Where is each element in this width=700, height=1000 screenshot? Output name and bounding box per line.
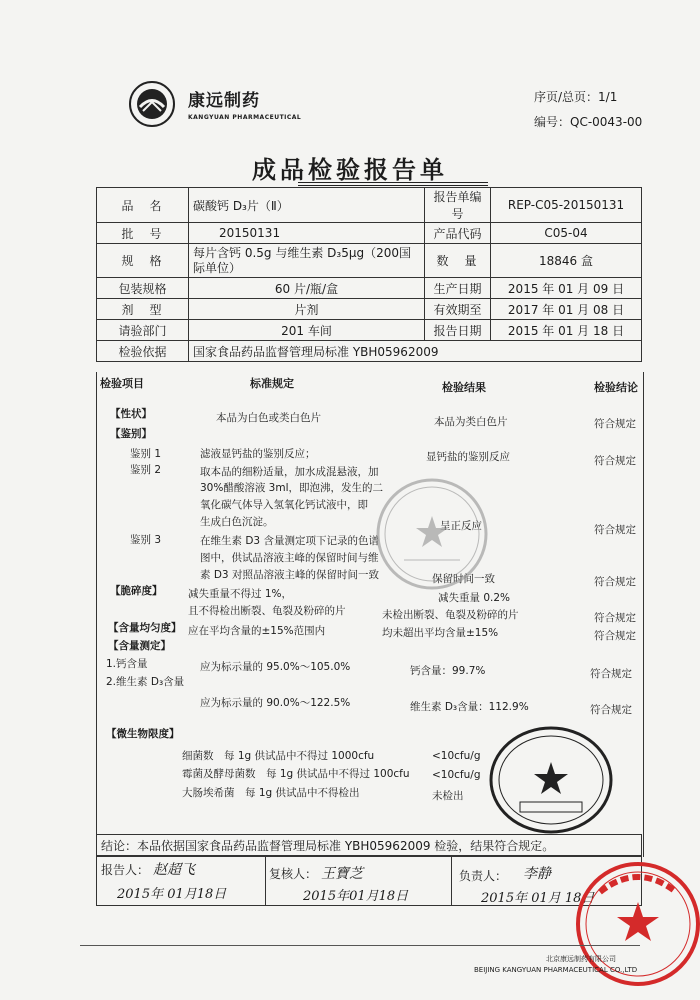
dept: 201 车间	[189, 320, 425, 341]
company-name-en: KANGYUAN PHARMACEUTICAL	[188, 114, 302, 121]
footer-company-cn: 北京康远制药有限公司	[546, 955, 616, 963]
batch: 20150131	[189, 223, 425, 244]
company-name: 康远制药	[188, 91, 260, 111]
table-row	[97, 244, 642, 278]
appearance-title: 【性状】	[110, 408, 152, 420]
uniformity-title: 【含量均匀度】	[108, 622, 182, 634]
id3-standard-3: 素 D3 对照品溶液主峰的保留时间一致	[200, 569, 379, 581]
table-row	[97, 341, 642, 362]
qa-stamp-gray	[374, 476, 490, 592]
col-header-item: 检验项目	[100, 377, 144, 390]
assay1-conclusion: 符合规定	[590, 668, 632, 680]
microbe3-standard: 大肠埃希菌 每 1g 供试品中不得检出	[182, 787, 360, 799]
identify-title: 【鉴别】	[110, 428, 152, 440]
responsible-signature: 李静	[523, 866, 551, 882]
microbe-title: 【微生物限度】	[106, 728, 180, 740]
product-code-label: 产品代码	[425, 223, 491, 244]
dept-label: 请验部门	[97, 320, 189, 341]
id3-result: 保留时间一致	[432, 573, 495, 585]
quantity: 18846 盒	[491, 244, 642, 278]
signature-divider	[265, 857, 266, 905]
col-header-conclusion: 检验结论	[594, 381, 638, 394]
report-date-label: 报告日期	[425, 320, 491, 341]
assay1-result: 钙含量：99.7%	[410, 665, 486, 677]
footer-divider	[80, 945, 640, 946]
spec: 每片含钙 0.5g 与维生素 D₃5μg（200国际单位）	[189, 244, 425, 278]
reporter-date: 2015年 01月18日	[117, 887, 227, 902]
company-logo-icon	[128, 80, 176, 128]
footer-company-en: BEIJING KANGYUAN PHARMACEUTICAL CO.,LTD	[474, 966, 638, 974]
table-row	[97, 278, 642, 299]
report-no: REP-C05-20150131	[491, 188, 642, 223]
microbe2-result: <10cfu/g	[432, 769, 481, 781]
id2-standard-4: 生成白色沉淀。	[200, 516, 274, 528]
appearance-result: 本品为类白色片	[434, 416, 508, 428]
friability-result-1: 减失重量 0.2%	[438, 592, 511, 604]
microbe3-result: 未检出	[432, 790, 464, 802]
id1-standard: 滤液显钙盐的鉴别反应；	[200, 448, 316, 460]
basis: 国家食品药品监督管理局标准 YBH05962009	[189, 341, 642, 362]
page-info: 序页/总页：1/1	[534, 90, 618, 104]
expiry-label: 有效期至	[425, 299, 491, 320]
conclusion-text: 结论：本品依据国家食品药品监督管理局标准 YBH05962009 检验，结果符合规定。	[96, 834, 642, 856]
uniformity-standard: 应在平均含量的±15%范围内	[188, 625, 326, 637]
title-underline-2	[298, 185, 488, 186]
spec-label: 规 格	[97, 244, 189, 278]
col-header-standard: 标准规定	[250, 377, 294, 390]
quantity-label: 数 量	[425, 244, 491, 278]
page-title: 成品检验报告单	[252, 156, 448, 184]
responsible-date: 2015年 01月 18日	[481, 891, 595, 906]
microbe2-standard: 霉菌及酵母菌数 每 1g 供试品中不得过 100cfu	[182, 768, 410, 780]
product-name: 碳酸钙 D₃片（Ⅱ）	[189, 188, 425, 223]
reporter-signature: 赵超飞	[153, 862, 195, 878]
reviewer-date: 2015年01月18日	[303, 889, 409, 904]
form-label: 剂 型	[97, 299, 189, 320]
signature-row	[96, 856, 642, 906]
report-no-label: 报告单编号	[425, 188, 491, 223]
assay1-standard: 应为标示量的 95.0%～105.0%	[200, 661, 351, 673]
mfg-date-label: 生产日期	[425, 278, 491, 299]
basis-label: 检验依据	[97, 341, 189, 362]
document-number: 编号：QC-0043-00	[534, 115, 643, 129]
id2-standard-3: 氧化碳气体导入氢氧化钙试液中，即	[200, 499, 368, 511]
assay2-standard: 应为标示量的 90.0%～122.5%	[200, 697, 351, 709]
table-row	[97, 299, 642, 320]
friability-standard-1: 减失重量不得过 1%，	[188, 588, 292, 600]
signature-divider	[451, 857, 452, 905]
batch-label: 批 号	[97, 223, 189, 244]
report-date: 2015 年 01 月 18 日	[491, 320, 642, 341]
appearance-conclusion: 符合规定	[594, 418, 636, 430]
pack: 60 片/瓶/盒	[189, 278, 425, 299]
id1-label: 鉴别 1	[130, 448, 162, 460]
id3-standard-2: 图中，供试品溶液主峰的保留时间与维	[200, 552, 379, 564]
uniformity-result: 均未超出平均含量±15%	[382, 627, 499, 639]
id1-result: 显钙盐的鉴别反应	[426, 451, 510, 463]
qc-stamp-black	[486, 722, 616, 838]
id2-standard-2: 30%醋酸溶液 3ml，即泡沸，发生的二	[200, 482, 384, 494]
id3-label: 鉴别 3	[130, 534, 162, 546]
friability-result-2: 未检出断裂、龟裂及粉碎的片	[382, 609, 519, 621]
id1-conclusion: 符合规定	[594, 455, 636, 467]
table-row	[97, 188, 642, 223]
appearance-standard: 本品为白色或类白色片	[216, 412, 321, 424]
id3-conclusion: 符合规定	[594, 576, 636, 588]
responsible-label: 负责人：	[459, 869, 508, 883]
col-header-result: 检验结果	[442, 381, 486, 394]
assay2-result: 维生素 D₃含量：112.9%	[410, 701, 529, 713]
product-code: C05-04	[491, 223, 642, 244]
dosage-form: 片剂	[189, 299, 425, 320]
id2-label: 鉴别 2	[130, 464, 162, 476]
expiry-date: 2017 年 01 月 08 日	[491, 299, 642, 320]
uniformity-conclusion: 符合规定	[594, 630, 636, 642]
assay2-label: 2.维生素 D₃含量	[106, 676, 185, 688]
product-info-table	[96, 187, 642, 362]
id2-standard-1: 取本品的细粉适量，加水成混悬液，加	[200, 466, 379, 478]
assay2-conclusion: 符合规定	[590, 704, 632, 716]
microbe1-standard: 细菌数 每 1g 供试品中不得过 1000cfu	[182, 750, 375, 762]
reporter-label: 报告人：	[101, 863, 150, 877]
mfg-date: 2015 年 01 月 09 日	[491, 278, 642, 299]
assay1-label: 1.钙含量	[106, 658, 148, 670]
assay-title: 【含量测定】	[108, 640, 171, 652]
id2-result: 呈正反应	[440, 520, 482, 532]
id3-standard-1: 在维生素 D3 含量测定项下记录的色谱	[200, 535, 379, 547]
table-row	[97, 223, 642, 244]
friability-standard-2: 且不得检出断裂、龟裂及粉碎的片	[188, 605, 346, 617]
friability-title: 【脆碎度】	[110, 585, 163, 597]
id2-conclusion: 符合规定	[594, 524, 636, 536]
reviewer-label: 复核人：	[269, 867, 318, 881]
title-underline	[298, 182, 488, 183]
product-name-label: 品 名	[97, 188, 189, 223]
pack-label: 包装规格	[97, 278, 189, 299]
table-row	[97, 320, 642, 341]
friability-conclusion: 符合规定	[594, 612, 636, 624]
microbe1-result: <10cfu/g	[432, 750, 481, 762]
reviewer-signature: 王寶芝	[321, 866, 363, 882]
